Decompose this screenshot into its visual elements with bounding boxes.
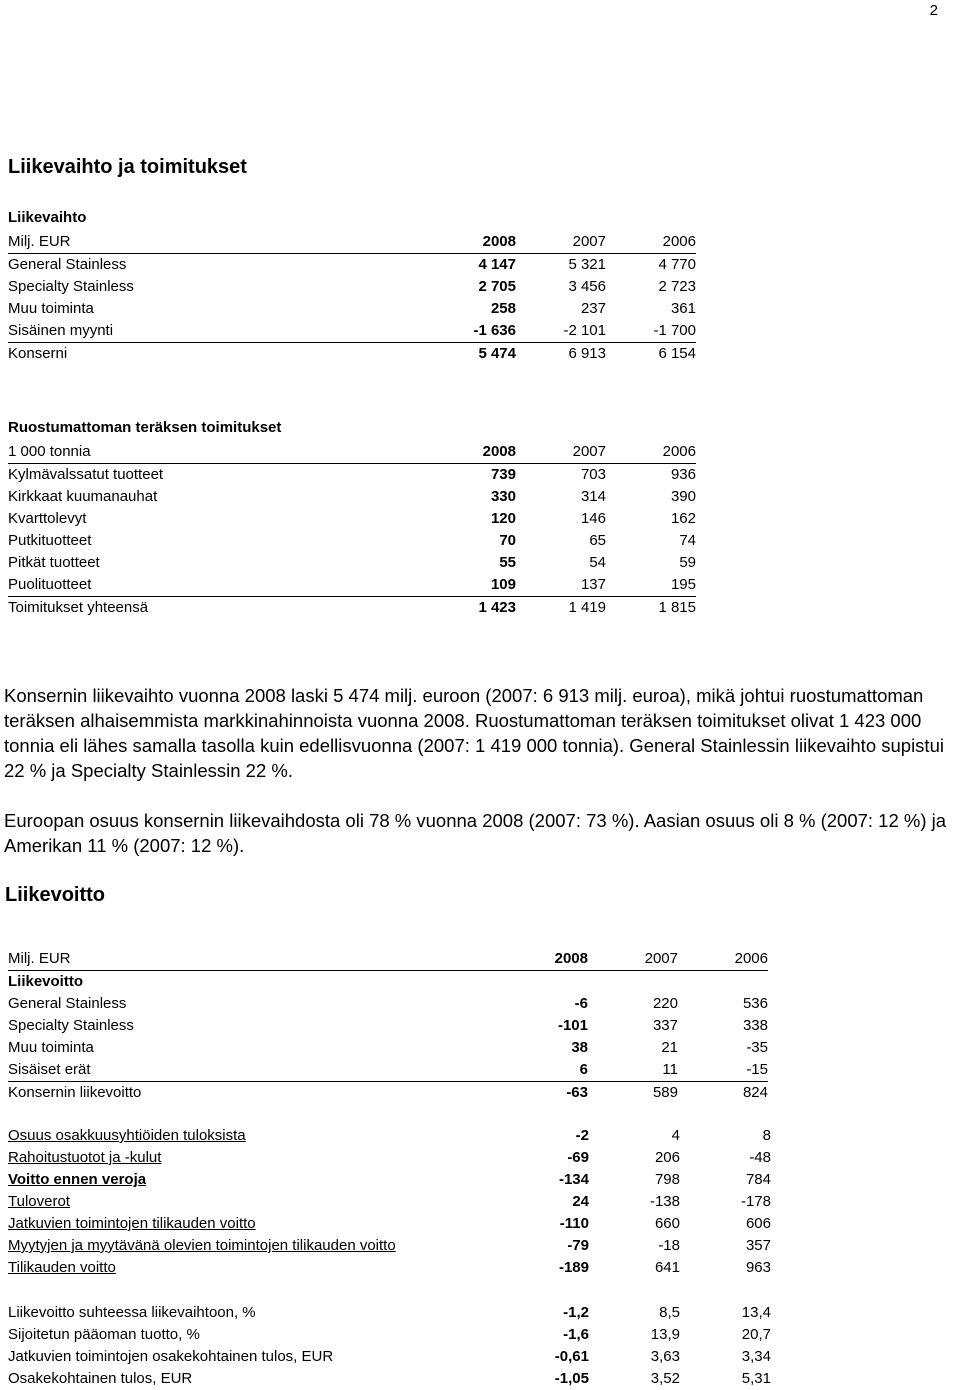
cell: 146 (580, 510, 606, 527)
cell: 70 (499, 532, 516, 549)
cell: -1,2 (563, 1304, 589, 1321)
cell: 1 423 (426, 597, 516, 620)
row-label: Myytyjen ja myytävänä olevien toimintojen tilikauden voitto (8, 1237, 396, 1254)
cell: -2 101 (563, 322, 606, 339)
table-row (8, 1324, 771, 1346)
row-label: Osuus osakkuusyhtiöiden tuloksista (8, 1127, 246, 1144)
body-paragraph: Euroopan osuus konsernin liikevaihdosta oli 78 % vuonna 2008 (2007: 73 %). Aasian osuus oli 8 % (2007: 12 %) ja Amerikan 11 % (2007: 12 %). (4, 810, 947, 856)
row-label: Puolituotteet (8, 576, 92, 593)
cell: 739 (490, 466, 516, 483)
deliveries-heading: Ruostumattoman teräksen toimitukset (8, 419, 282, 436)
cell: 3,34 (741, 1348, 771, 1365)
cell: 8 (762, 1127, 771, 1144)
row-label: Kirkkaat kuumanauhat (8, 488, 158, 505)
table-row (8, 254, 696, 277)
cell: 109 (490, 576, 516, 593)
cell: 162 (670, 510, 696, 527)
row-label: Muu toiminta (8, 1039, 94, 1056)
cell: 936 (670, 466, 696, 483)
table-row (8, 1346, 771, 1368)
row-label: Putkituotteet (8, 532, 92, 549)
row-label: Osakekohtainen tulos, EUR (8, 1370, 193, 1387)
cell: 641 (654, 1259, 680, 1276)
cell: -1,6 (563, 1326, 589, 1343)
cell: 824 (678, 1082, 768, 1105)
row-label: Jatkuvien toimintojen osakekohtainen tulos, EUR (8, 1348, 334, 1365)
row-label: Tilikauden voitto (8, 1259, 116, 1276)
year-2008: 2008 (426, 441, 516, 464)
cell: -110 (559, 1215, 589, 1232)
cell: 13,9 (650, 1326, 680, 1343)
cell: 703 (580, 466, 606, 483)
total-row (8, 1082, 768, 1105)
table-row (8, 530, 696, 552)
cell: 8,5 (659, 1304, 680, 1321)
operating-profit-table (8, 948, 768, 1104)
cell: 220 (652, 995, 678, 1012)
cell: 4 147 (478, 256, 516, 273)
cell: 357 (745, 1237, 771, 1254)
cell: 5 321 (568, 256, 606, 273)
cell: 55 (499, 554, 516, 571)
table-header-row (8, 441, 696, 464)
cell: -35 (746, 1039, 768, 1056)
year-2007: 2007 (588, 948, 678, 971)
table-row (8, 1125, 771, 1147)
page-title: Liikevaihto ja toimitukset (8, 156, 247, 178)
total-row (8, 343, 696, 366)
table-row (8, 993, 768, 1015)
cell: 4 770 (658, 256, 696, 273)
cell: -178 (740, 1193, 771, 1210)
net-sales-table (8, 231, 696, 365)
row-label: Jatkuvien toimintojen tilikauden voitto (8, 1215, 256, 1232)
table-row (8, 1169, 771, 1191)
year-2008: 2008 (426, 231, 516, 254)
row-label: Kvarttolevyt (8, 510, 87, 527)
cell: 361 (670, 300, 696, 317)
cell: 390 (670, 488, 696, 505)
page-number: 2 (929, 2, 938, 19)
year-2006: 2006 (606, 441, 696, 464)
cell: 206 (654, 1149, 680, 1166)
row-label: Sisäinen myynti (8, 322, 114, 339)
table-row (8, 464, 696, 487)
table-row (8, 298, 696, 320)
cell: -6 (574, 995, 588, 1012)
table-row (8, 1059, 768, 1082)
cell: 13,4 (741, 1304, 771, 1321)
table-row (8, 508, 696, 530)
table-subheading-row (8, 971, 768, 994)
cell: -134 (558, 1171, 589, 1188)
table-header-row (8, 948, 768, 971)
cell: 237 (580, 300, 606, 317)
cell: -79 (567, 1237, 589, 1254)
cell: 54 (589, 554, 606, 571)
row-label: General Stainless (8, 256, 127, 273)
cell: 536 (742, 995, 768, 1012)
cell: 589 (588, 1082, 678, 1105)
cell: 314 (580, 488, 606, 505)
table-row (8, 1257, 771, 1279)
cell: 963 (745, 1259, 771, 1276)
row-label: Toimitukset yhteensä (8, 597, 426, 620)
cell: 5 474 (426, 343, 516, 366)
year-2007: 2007 (516, 231, 606, 254)
unit-label: Milj. EUR (8, 948, 498, 971)
table-row (8, 1235, 771, 1257)
cell: 338 (742, 1017, 768, 1034)
table-row (8, 1037, 768, 1059)
total-row (8, 597, 696, 620)
cell: -69 (567, 1149, 589, 1166)
cell: 258 (490, 300, 516, 317)
cell: 3,52 (650, 1370, 680, 1387)
cell: 21 (661, 1039, 678, 1056)
cell: 337 (652, 1017, 678, 1034)
table-row (8, 1147, 771, 1169)
table-row (8, 1302, 771, 1324)
row-label: General Stainless (8, 995, 127, 1012)
cell: 11 (662, 1061, 678, 1078)
table-row (8, 1015, 768, 1037)
net-sales-heading: Liikevaihto (8, 209, 87, 226)
row-label: Kylmävalssatut tuotteet (8, 466, 164, 483)
row-label: Tuloverot (8, 1193, 70, 1210)
year-2006: 2006 (678, 948, 768, 971)
cell: -63 (498, 1082, 588, 1105)
cell: 24 (572, 1193, 589, 1210)
cell: -48 (749, 1149, 771, 1166)
year-2006: 2006 (606, 231, 696, 254)
cell: -101 (557, 1017, 588, 1034)
row-label: Voitto ennen veroja (8, 1171, 147, 1188)
table-row (8, 1191, 771, 1213)
cell: 74 (679, 532, 696, 549)
unit-label: 1 000 tonnia (8, 441, 426, 464)
cell: 38 (571, 1039, 588, 1056)
cell: 1 815 (606, 597, 696, 620)
cell: -1 700 (653, 322, 696, 339)
cell: 784 (745, 1171, 771, 1188)
cell: 5,31 (741, 1370, 771, 1387)
cell: -1,05 (554, 1370, 589, 1387)
year-2008: 2008 (498, 948, 588, 971)
cell: 59 (679, 554, 696, 571)
subheading: Liikevoitto (8, 973, 84, 990)
table-row (8, 552, 696, 574)
row-label: Rahoitustuotot ja -kulut (8, 1149, 162, 1166)
cell: 65 (589, 532, 606, 549)
cell: 2 723 (658, 278, 696, 295)
table-row (8, 320, 696, 343)
cell: -18 (658, 1237, 680, 1254)
year-2007: 2007 (516, 441, 606, 464)
row-label: Specialty Stainless (8, 278, 134, 295)
cell: -1 636 (473, 322, 516, 339)
row-label: Pitkät tuotteet (8, 554, 100, 571)
cell: 1 419 (516, 597, 606, 620)
table-row (8, 1368, 771, 1390)
row-label: Sisäiset erät (8, 1061, 91, 1078)
row-label: Konserni (8, 343, 426, 366)
cell: -0,61 (554, 1348, 589, 1365)
cell: 6 913 (516, 343, 606, 366)
cell: -189 (558, 1259, 589, 1276)
cell: 6 (579, 1061, 588, 1078)
table-row (8, 574, 696, 597)
table-header-row (8, 231, 696, 254)
cell: -15 (746, 1061, 768, 1078)
cell: 660 (654, 1215, 680, 1232)
deliveries-table (8, 441, 696, 619)
cell: 20,7 (741, 1326, 771, 1343)
cell: 330 (490, 488, 516, 505)
cell: 3,63 (650, 1348, 680, 1365)
cell: 798 (654, 1171, 680, 1188)
cell: 195 (670, 576, 696, 593)
cell: 137 (580, 576, 606, 593)
body-paragraph: Konsernin liikevaihto vuonna 2008 laski 5 474 milj. euroon (2007: 6 913 milj. euroa), mikä johtui ruostumattoman teräksen alhaisemmista markkinahinnoista vuonna 2008. Ruostumattoman teräksen toimitukset olivat 1 423 000 tonnia eli lähes samalla tasolla kuin edellisvuonna (2007: 1 419 000 tonnia). General Stainlessin liikevaihto supistui 22 % ja Specialty Stainlessin 22 %. (4, 685, 944, 781)
profit-items-table (8, 1125, 771, 1279)
cell: 120 (490, 510, 516, 527)
unit-label: Milj. EUR (8, 231, 426, 254)
ratios-table (8, 1302, 771, 1390)
section-heading-operating-profit: Liikevoitto (5, 884, 106, 906)
table-row (8, 486, 696, 508)
row-label: Specialty Stainless (8, 1017, 134, 1034)
row-label: Sijoitetun pääoman tuotto, % (8, 1326, 200, 1343)
row-label: Konsernin liikevoitto (8, 1082, 498, 1105)
cell: -2 (575, 1127, 589, 1144)
table-row (8, 1213, 771, 1235)
cell: 3 456 (568, 278, 606, 295)
row-label: Liikevoitto suhteessa liikevaihtoon, % (8, 1304, 256, 1321)
cell: 6 154 (606, 343, 696, 366)
cell: 4 (671, 1127, 680, 1144)
cell: -138 (649, 1193, 680, 1210)
cell: 2 705 (478, 278, 516, 295)
row-label: Muu toiminta (8, 300, 94, 317)
cell: 606 (745, 1215, 771, 1232)
table-row (8, 276, 696, 298)
